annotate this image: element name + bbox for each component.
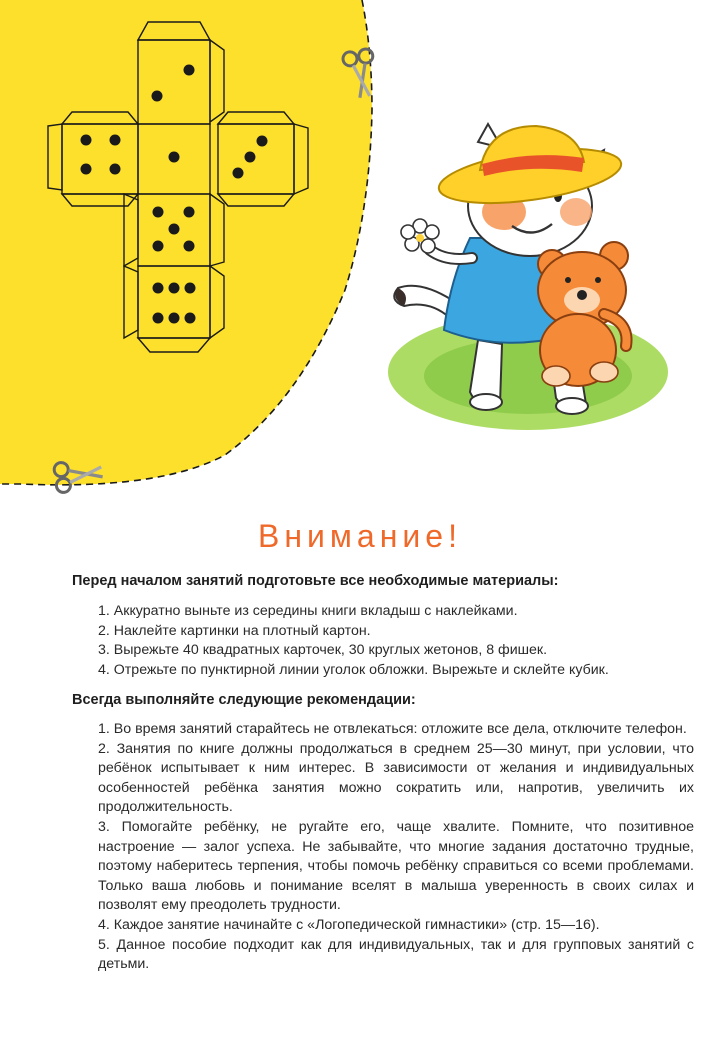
illustration-area: [0, 0, 720, 500]
list-item: 3. Вырежьте 40 квадратных карточек, 30 круглых жетонов, 8 фишек.: [98, 642, 548, 659]
list-item: 1. Во время занятий старайтесь не отвлекаться: отложите все дела, отключите телефон.: [98, 721, 687, 737]
page-heading: Внимание!: [258, 518, 462, 554]
list-item: 3. Помогайте ребёнку, не ругайте его, чаще хвалите. Помните, что позитивное настроение — залог успеха. Не забывайте, что многие задания достаточно трудные, поэтому наберитесь терпения, чтобы помочь ребёнку справиться со всеми проблемами. Только ваша любовь и понимание вселят в малыша уверенность в своих силах и позволят ему преодолеть трудности.: [98, 818, 694, 914]
cat-with-teddy-bear: [388, 124, 668, 430]
list-item: 1. Аккуратно выньте из середины книги вкладыш с наклейками.: [98, 603, 518, 619]
preparation-list: [98, 602, 698, 680]
recommendations-title: Всегда выполняйте следующие рекомендации:: [72, 692, 416, 708]
list-item: 5. Данное пособие подходит как для индивидуальных, так и для групповых занятий с детьми.: [98, 936, 694, 973]
preparation-title: Перед началом занятий подготовьте все необходимые материалы:: [72, 573, 559, 589]
list-item: 2. Занятия по книге должны продолжаться в среднем 25—30 минут, при условии, что ребёнок испытывает к ним интерес. В зависимости от желания и индивидуальных особенностей ребёнка занятия можно сократить или, напротив, увеличить их продолжительность.: [98, 740, 694, 816]
list-item: 2. Наклейте картинки на плотный картон.: [98, 622, 371, 639]
list-item: 4. Каждое занятие начинайте с «Логопедической гимнастики» (стр. 15—16).: [98, 916, 600, 933]
list-item: 4. Отрежьте по пунктирной линии уголок обложки. Вырежьте и склейте кубик.: [98, 661, 609, 678]
recommendations-list: [98, 720, 694, 975]
